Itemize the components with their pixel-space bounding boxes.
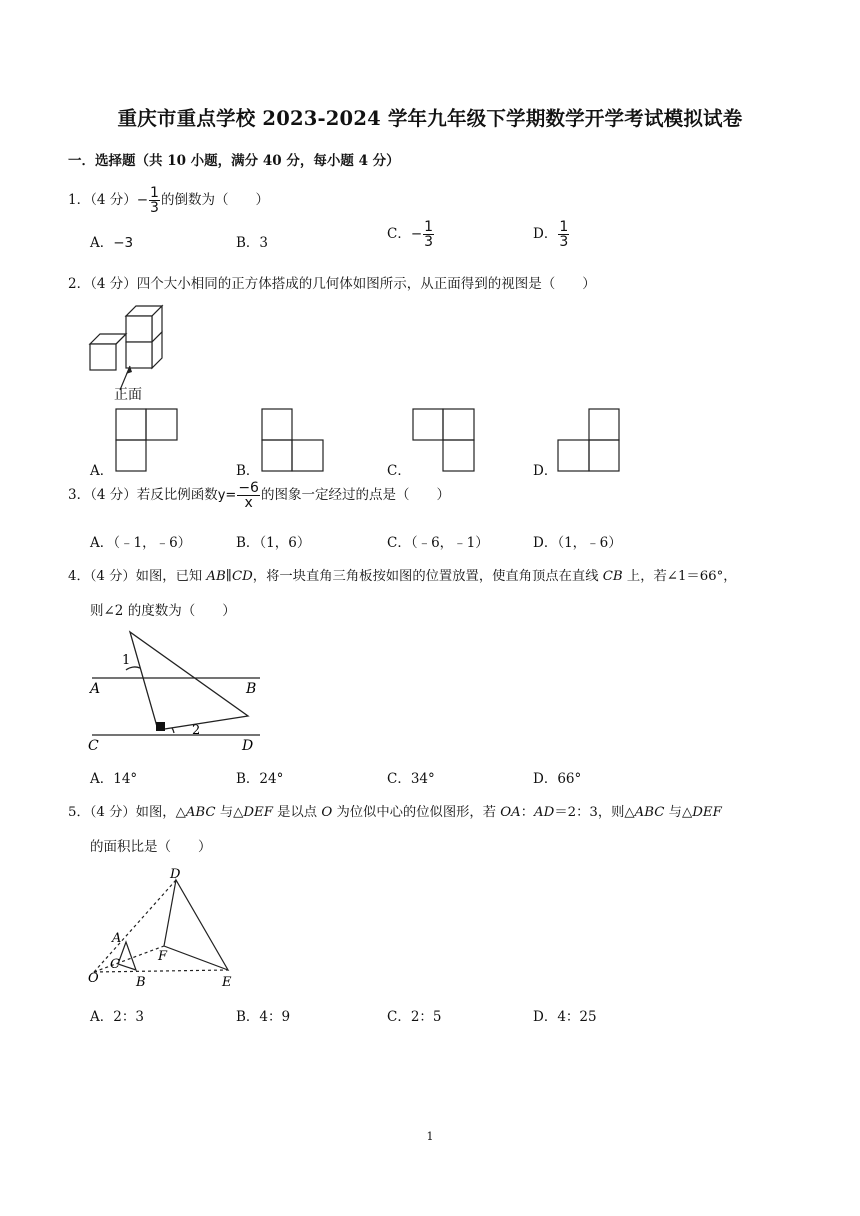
triangle-abc: ABC [634,805,665,820]
option-label: B． [236,771,260,787]
option-fraction [423,220,434,249]
text-run: 与△ [215,805,244,820]
option-text: 66° [557,771,582,787]
question-3 [68,481,450,510]
page-title: 重庆市重点学校 2023-2024 学年九年级下学期数学开学考试模拟试卷 [117,107,743,130]
option-text: （﹣1，﹣6） [113,535,192,551]
q3-option-a[interactable] [90,531,191,551]
angle-2-label: 2 [192,723,201,738]
text-run: 与△ [664,805,693,820]
point-a-label: A [90,681,101,697]
q5-option-c[interactable] [387,1005,442,1025]
q2-option-d-view [557,408,621,472]
question-4-line-2: 则∠2 的度数为（ ） [90,603,236,619]
option-text: 2：5 [410,1009,442,1025]
option-text: 34° [410,771,435,787]
q4-figure [88,630,268,760]
q5-option-a[interactable] [90,1005,144,1025]
point-f-label: F [158,949,168,964]
text-run: ，将一块直角三角板按如图的位置放置，使直角顶点在直线 [252,569,603,584]
q2-option-a[interactable]: A． [90,463,114,479]
option-text: （﹣6，﹣1） [410,535,489,551]
segment-ad: AD [534,805,555,820]
option-label: C． [387,226,411,242]
q3-option-b[interactable] [236,531,310,551]
point-c-label: C [88,738,99,754]
segment-cd: CD [231,569,253,584]
q3-option-d[interactable] [533,531,622,551]
option-sign: − [410,226,423,242]
option-label: B． [236,535,260,551]
frac-den: 3 [424,234,434,250]
q2-option-c[interactable]: C． [387,463,411,479]
q3-frac-num: −6 [238,480,259,496]
section-heading: 一．选择题（共 10 小题，满分 40 分，每小题 4 分） [68,153,400,169]
q1-suffix: 的倒数为（ ） [160,192,269,208]
q2-option-d[interactable]: D． [533,463,558,479]
option-label: D． [533,771,558,787]
line-cb: CB [602,569,623,584]
text-run: 4．（4 分）如图，已知 [68,569,207,584]
q5-option-b[interactable] [236,1005,290,1025]
parallel-symbol: ∥ [225,569,232,584]
q2-option-a-view [115,408,179,472]
option-label: D． [533,535,558,551]
triangle-def: DEF [243,805,273,820]
q1-option-a[interactable] [90,231,133,251]
option-label: A． [90,771,114,787]
q3-option-c[interactable] [387,531,489,551]
point-o: O [321,805,333,820]
option-label: C． [387,771,411,787]
question-5-line-1 [68,801,722,820]
segment-oa: OA [500,805,521,820]
point-e-label: E [222,975,232,990]
text-run: ＝2：3，则△ [554,805,635,820]
option-fraction [558,220,569,249]
q1-option-d[interactable] [533,220,570,249]
q4-option-c[interactable] [387,767,435,787]
page-number: 1 [426,1130,434,1143]
option-label: A． [90,535,114,551]
question-4-line-1 [68,565,737,584]
text-run: 是以点 [272,805,322,820]
question-1 [68,186,269,215]
q1-prefix: 1．（4 分） [68,192,137,208]
angle-1-label: 1 [122,653,131,668]
triangle-def: DEF [692,805,722,820]
option-label: C． [387,1009,411,1025]
option-label: D． [533,1009,558,1025]
q3-fraction [237,481,260,510]
point-a-label: A [112,931,122,946]
frac-num: 1 [424,219,434,235]
text-run: 上，若∠1＝66°， [622,569,737,584]
text-run: 为位似中心的位似图形，若 [332,805,501,820]
triangle-abc: ABC [185,805,216,820]
option-label: A． [90,1009,114,1025]
q4-option-b[interactable] [236,767,283,787]
q3-frac-den: x [244,495,253,511]
q1-option-c[interactable] [387,220,435,249]
q2-option-c-view [412,408,476,472]
option-label: C． [387,535,411,551]
text-run: 5．（4 分）如图，△ [68,805,186,820]
option-text: −3 [113,235,134,251]
option-text: 2：3 [113,1009,144,1025]
point-c-label: C [110,957,120,972]
frac-den: 3 [559,234,569,250]
option-text: （1，6） [259,535,311,551]
segment-ab: AB [206,569,226,584]
option-label: A． [90,235,114,251]
point-d-label: D [242,738,254,754]
q2-option-b[interactable]: B． [236,463,260,479]
option-text: 4：9 [259,1009,291,1025]
q5-figure [86,862,246,992]
q3-suffix: 的图象一定经过的点是（ ） [260,487,450,503]
question-2: 2．（4 分）四个大小相同的正方体搭成的几何体如图所示，从正面得到的视图是（ ） [68,276,596,292]
option-text: 3 [259,235,269,251]
q3-prefix: 3．（4 分）若反比例函数 [68,487,218,503]
q1-frac-num: 1 [150,185,159,201]
text-run: ： [520,805,535,820]
option-label: B． [236,1009,260,1025]
q1-option-b[interactable] [236,231,268,251]
option-text: 24° [259,771,284,787]
option-text: 4：25 [557,1009,597,1025]
q5-option-d[interactable] [533,1005,597,1025]
q2-figure-label: 正面 [114,387,142,403]
q1-fraction [149,186,160,215]
frac-num: 1 [559,219,569,235]
option-text: （1，﹣6） [557,535,622,551]
question-5-line-2: 的面积比是（ ） [90,839,212,855]
option-text: 14° [113,771,138,787]
point-b-label: B [246,681,257,697]
point-b-label: B [136,975,146,990]
point-d-label: D [170,867,181,882]
q4-option-a[interactable] [90,767,137,787]
q2-option-b-view [261,408,325,472]
option-label: D． [533,226,558,242]
q4-option-d[interactable] [533,767,581,787]
option-label: B． [236,235,260,251]
q3-y-eq: y= [217,488,237,503]
point-o-label: O [88,971,99,986]
q1-sign: − [136,192,149,208]
q1-frac-den: 3 [150,200,159,216]
